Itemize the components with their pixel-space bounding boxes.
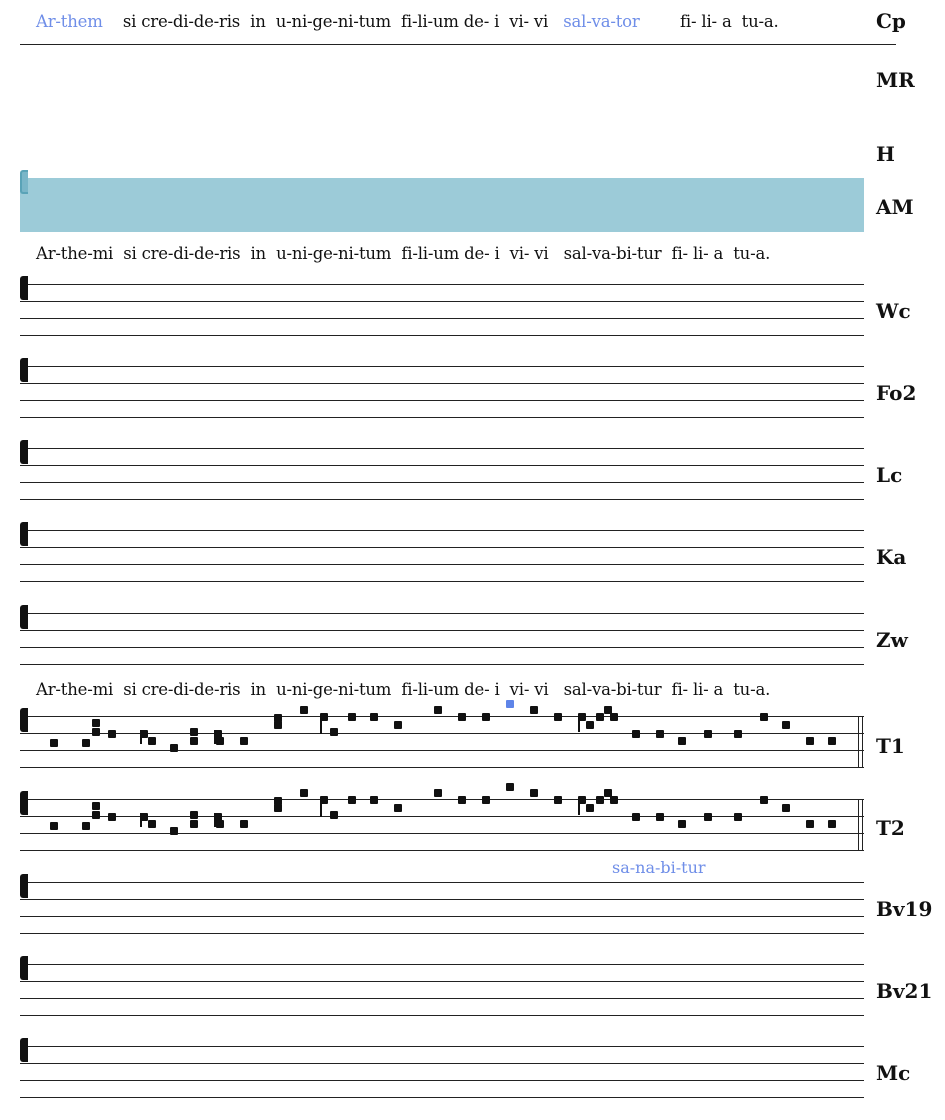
siglum-t2: T2	[876, 816, 905, 840]
neume-note	[482, 796, 490, 804]
final-barline	[862, 799, 863, 850]
siglum-mc: Mc	[876, 1061, 911, 1085]
neume-stem	[320, 714, 322, 734]
neume-stem	[578, 797, 580, 815]
neume-note	[300, 789, 308, 797]
neume-note	[656, 730, 664, 738]
neume-note	[530, 789, 538, 797]
staff-zw	[20, 613, 864, 667]
siglum-t1: T1	[876, 734, 905, 758]
staff-t2	[20, 799, 864, 853]
siglum-fo2: Fo2	[876, 381, 917, 405]
neume-note	[806, 820, 814, 828]
neume-note	[704, 730, 712, 738]
final-barline	[858, 716, 859, 767]
neume-note	[596, 796, 604, 804]
neume-stem	[214, 813, 216, 827]
neume-note	[734, 730, 742, 738]
neume-note	[148, 820, 156, 828]
neume-note	[704, 813, 712, 821]
c-clef-icon	[20, 522, 28, 546]
neume-note	[828, 820, 836, 828]
neume-note	[370, 796, 378, 804]
neume-note	[554, 796, 562, 804]
neume-note	[216, 737, 224, 745]
neume-note	[678, 820, 686, 828]
neume-note	[92, 802, 100, 810]
neume-note	[760, 713, 768, 721]
neume-note	[82, 739, 90, 747]
neume-note	[530, 706, 538, 714]
staff-wc	[20, 284, 864, 338]
neume-note	[170, 827, 178, 835]
c-clef-icon	[20, 358, 28, 382]
staff-am	[20, 178, 864, 232]
neume-note	[108, 730, 116, 738]
lyric-variant: sal-va-tor	[563, 12, 640, 31]
staff-t1	[20, 716, 864, 770]
siglum-ka: Ka	[876, 545, 907, 569]
siglum-wc: Wc	[876, 299, 911, 323]
neume-note	[394, 804, 402, 812]
siglum-lc: Lc	[876, 463, 903, 487]
neume-note	[434, 706, 442, 714]
lyric-line-cp	[36, 12, 779, 31]
c-clef-icon	[20, 1038, 28, 1062]
neume-note	[610, 796, 618, 804]
lyric-line-am: Ar-the-mi si cre-di-de-ris in u-ni-ge-ni-tum fi-li-um de- i vi- vi sal-va-bi-tur fi- li- a tu-a.	[36, 244, 771, 263]
neume-note	[434, 789, 442, 797]
neume-note	[394, 721, 402, 729]
c-clef-icon	[20, 956, 28, 980]
neume-note	[348, 713, 356, 721]
c-clef-icon	[20, 791, 28, 815]
neume-stem	[214, 730, 216, 744]
siglum-bv19: Bv19	[876, 897, 933, 921]
neume-note	[782, 804, 790, 812]
neume-note	[596, 713, 604, 721]
staff-fo2	[20, 366, 864, 420]
staff-bv19	[20, 882, 864, 936]
c-clef-icon	[20, 874, 28, 898]
neume-stem	[140, 813, 142, 827]
c-clef-icon	[20, 170, 28, 194]
neume-note	[50, 822, 58, 830]
neume-note	[506, 700, 514, 708]
neume-note	[482, 713, 490, 721]
c-clef-icon	[20, 605, 28, 629]
final-barline	[858, 799, 859, 850]
siglum-bv21: Bv21	[876, 979, 933, 1003]
lyric-text: si cre-di-de-ris in u-ni-ge-ni-tum fi-li-um de- i vi- vi	[102, 12, 564, 31]
lyric-text: fi- li- a tu-a.	[639, 12, 779, 31]
siglum-cp: Cp	[876, 9, 906, 33]
neume-note	[458, 796, 466, 804]
neume-note	[656, 813, 664, 821]
neume-note	[240, 820, 248, 828]
neume-note	[632, 813, 640, 821]
lyric-line-t1: Ar-the-mi si cre-di-de-ris in u-ni-ge-ni-tum fi-li-um de- i vi- vi sal-va-bi-tur fi- li- a tu-a.	[36, 680, 771, 699]
neume-note	[586, 721, 594, 729]
neume-note	[300, 706, 308, 714]
neume-note	[760, 796, 768, 804]
siglum-am: AM	[876, 195, 914, 219]
neume-note	[190, 728, 198, 736]
neume-note	[330, 728, 338, 736]
neume-note	[170, 744, 178, 752]
neume-note	[632, 730, 640, 738]
staff-bv21	[20, 964, 864, 1018]
neume-note	[274, 721, 282, 729]
neume-note	[240, 737, 248, 745]
neume-stem	[320, 797, 322, 817]
neume-note	[50, 739, 58, 747]
staff-ka	[20, 530, 864, 584]
staff-mc	[20, 1046, 864, 1100]
staff-lc	[20, 448, 864, 502]
neume-note	[348, 796, 356, 804]
siglum-h: H	[876, 142, 895, 166]
neume-note	[92, 719, 100, 727]
neume-note	[274, 804, 282, 812]
siglum-mr: MR	[876, 68, 915, 92]
neume-note	[370, 713, 378, 721]
c-clef-icon	[20, 440, 28, 464]
neume-note	[92, 728, 100, 736]
c-clef-icon	[20, 276, 28, 300]
neume-stem	[140, 730, 142, 744]
neume-note	[586, 804, 594, 812]
neume-stem	[578, 714, 580, 732]
neume-note	[92, 811, 100, 819]
separator-line	[20, 44, 896, 45]
c-clef-icon	[20, 708, 28, 732]
final-barline	[862, 716, 863, 767]
lyric-variant: Ar-them	[36, 12, 103, 31]
neume-note	[734, 813, 742, 821]
variant-text-sanabitur: sa-na-bi-tur	[612, 858, 706, 877]
neume-note	[190, 820, 198, 828]
neume-note	[782, 721, 790, 729]
neume-note	[678, 737, 686, 745]
neume-note	[610, 713, 618, 721]
neume-note	[806, 737, 814, 745]
neume-note	[190, 811, 198, 819]
neume-note	[190, 737, 198, 745]
neume-note	[108, 813, 116, 821]
neume-note	[216, 820, 224, 828]
siglum-zw: Zw	[876, 628, 908, 652]
neume-note	[82, 822, 90, 830]
neume-note	[506, 783, 514, 791]
neume-note	[554, 713, 562, 721]
neume-note	[828, 737, 836, 745]
neume-note	[148, 737, 156, 745]
neume-note	[330, 811, 338, 819]
neume-note	[458, 713, 466, 721]
